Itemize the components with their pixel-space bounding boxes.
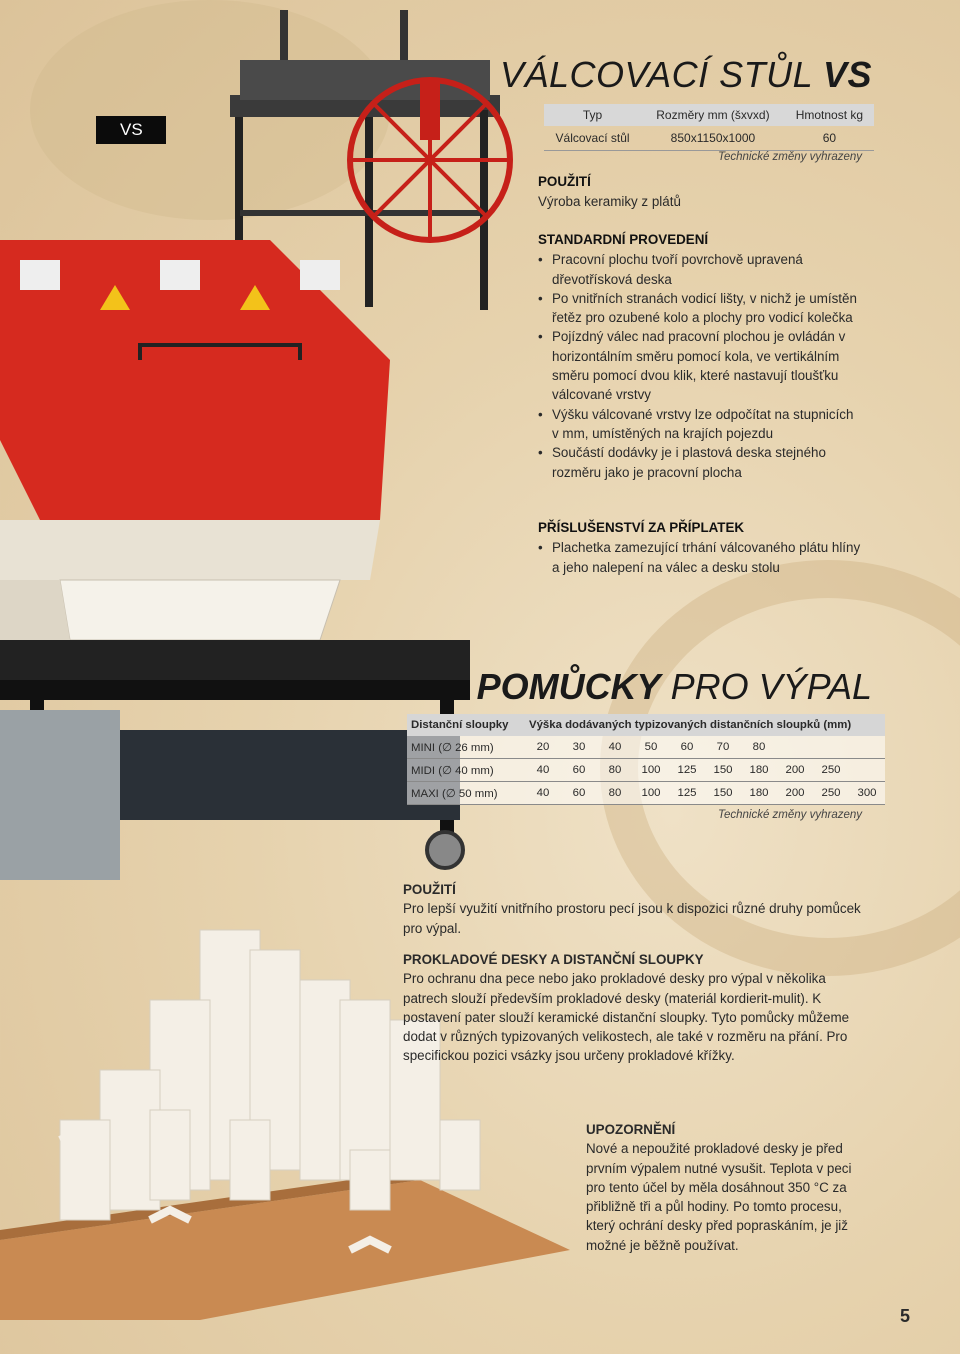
table-cell: 180 [741, 782, 777, 805]
shelves-heading: PROKLADOVÉ DESKY A DISTANČNÍ SLOUPKY [403, 952, 704, 967]
table-cell: 200 [777, 759, 813, 782]
table-cell: 250 [813, 782, 849, 805]
table-cell: 180 [741, 759, 777, 782]
spec-note: Technické změny vyhrazeny [718, 151, 863, 163]
shelves-text: Pro ochranu dna pece nebo jako prokladové desky pro výpal v několika patrech slouží především prokladové desky (materiál kordierit-mulit). K postavení pater slouží keramické distanční sloupky. Tyto pomůcky můžeme dodat v různých typizovaných velikostech, ale také v rozměru na přání. Pro specifickou pozici vsázky jsou určeny prokladové křížky. [403, 971, 850, 1064]
shelves-section [403, 950, 873, 1066]
standard-heading: STANDARDNÍ PROVEDENÍ [538, 232, 709, 247]
table-cell: 40 [525, 782, 561, 805]
table-cell: 80 [597, 759, 633, 782]
list-item: • Po vnitřních stranách vodicí lišty, v nichž je umístěn řetěz pro ozubené kolo a plochy pro vodicí kolečka [538, 289, 863, 328]
table-cell [849, 759, 885, 782]
page-number: 5 [899, 1306, 910, 1326]
table-cell [777, 736, 813, 759]
accessories-heading: PŘÍSLUŠENSTVÍ ZA PŘÍPLATEK [538, 520, 745, 535]
spec-cell: Válcovací stůl [544, 126, 641, 151]
list-item: • Výšku válcované vrstvy lze odpočítat na stupnicích v mm, umístěných na krajích pojezdu [538, 405, 863, 444]
list-item: • Součástí dodávky je i plastová deska stejného rozměru jako je pracovní plocha [538, 443, 863, 482]
table-cell: 100 [633, 759, 669, 782]
row-label: MINI (∅ 26 mm) [407, 736, 525, 759]
table-cell: 80 [597, 782, 633, 805]
standard-section [538, 230, 863, 482]
spec-cell: 60 [785, 126, 874, 151]
table-cell [813, 736, 849, 759]
table-cell: 30 [561, 736, 597, 759]
table-cell: 250 [813, 759, 849, 782]
table-cell [849, 736, 885, 759]
table-cell: 150 [705, 782, 741, 805]
usage2-text: Pro lepší využití vnitřního prostoru pecí jsou k dispozici různé druhy pomůcek pro výpal. [403, 901, 861, 936]
list-item: • Plachetka zamezující trhání válcovaného plátu hlíny a jeho nalepení na válec a desku stolu [538, 538, 863, 577]
spacer-note: Technické změny vyhrazeny [718, 809, 863, 821]
table-cell: 60 [669, 736, 705, 759]
warning-heading: UPOZORNĚNÍ [586, 1122, 676, 1137]
spec-header: Rozměry mm (šxvxd) [641, 104, 785, 126]
table-cell: 60 [561, 782, 597, 805]
table-cell: 20 [525, 736, 561, 759]
table-cell: 125 [669, 759, 705, 782]
spacer-table [407, 714, 885, 805]
spec-table [544, 104, 874, 151]
table-row [407, 782, 885, 805]
table-cell: 40 [525, 759, 561, 782]
spec-header: Typ [544, 104, 641, 126]
spec-cell: 850x1150x1000 [641, 126, 785, 151]
warning-text: Nové a nepoužité prokladové desky je před prvním výpalem nutné vysušit. Teplota v peci pro tento účel by měla dosáhnout 350 °C za přibližně tři a půl hodiny. Po tomto procesu, který ochrání desky před popraskáním, je již možné je běžně používat. [586, 1141, 852, 1253]
table-cell: 100 [633, 782, 669, 805]
table-cell: 300 [849, 782, 885, 805]
table-cell: 200 [777, 782, 813, 805]
table-cell: 150 [705, 759, 741, 782]
spacer-header-right: Výška dodávaných typizovaných distančních sloupků (mm) [525, 714, 885, 736]
usage-section [538, 172, 898, 212]
spec-header: Hmotnost kg [785, 104, 874, 126]
page-title: VÁLCOVACÍ STŮL VS [500, 54, 872, 95]
table-cell: 80 [741, 736, 777, 759]
accessories-section [538, 518, 863, 577]
row-label: MIDI (∅ 40 mm) [407, 759, 525, 782]
table-row [407, 759, 885, 782]
warning-section [586, 1120, 866, 1255]
usage-text: Výroba keramiky z plátů [538, 194, 681, 210]
table-cell: 125 [669, 782, 705, 805]
spacer-header-left: Distanční sloupky [407, 714, 525, 736]
table-cell: 70 [705, 736, 741, 759]
usage2-heading: POUŽITÍ [403, 882, 456, 897]
usage2-section [403, 880, 873, 938]
table-cell: 50 [633, 736, 669, 759]
vs-badge: VS [96, 116, 166, 144]
list-item: • Pracovní plochu tvoří povrchově upravená dřevotřísková deska [538, 250, 863, 289]
table-cell: 40 [597, 736, 633, 759]
usage-heading: POUŽITÍ [538, 174, 591, 189]
table-cell: 60 [561, 759, 597, 782]
row-label: MAXI (∅ 50 mm) [407, 782, 525, 805]
table-row [407, 736, 885, 759]
section-title: POMŮCKY PRO VÝPAL [476, 666, 872, 707]
list-item: • Pojízdný válec nad pracovní plochou je ovládán v horizontálním směru pomocí kola, ve vertikálním směru pomocí dvou klik, které nastavují tloušťku válcované vrstvy [538, 327, 863, 404]
